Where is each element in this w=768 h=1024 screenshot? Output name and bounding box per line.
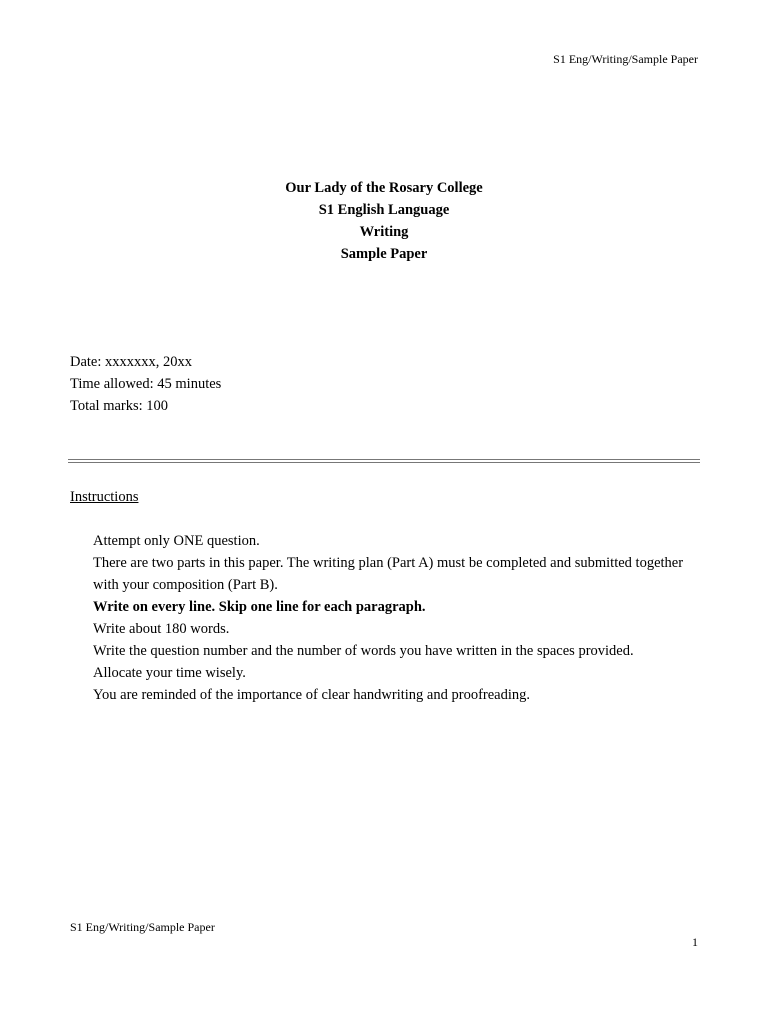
title-block <box>0 177 768 265</box>
instruction-item: There are two parts in this paper. The writing plan (Part A) must be completed and submitted together with your composition (Part B). <box>93 555 684 593</box>
time-allowed: Time allowed: 45 minutes <box>70 376 222 392</box>
double-divider <box>68 459 700 463</box>
exam-date: Date: xxxxxxx, 20xx <box>70 354 193 370</box>
school-name: Our Lady of the Rosary College <box>285 180 483 196</box>
instruction-item: You are reminded of the importance of clear handwriting and proofreading. <box>93 687 531 703</box>
instructions-heading: Instructions <box>70 489 139 505</box>
instructions-list <box>93 530 703 706</box>
exam-meta <box>70 351 221 417</box>
paper-type: Sample Paper <box>340 246 428 262</box>
instruction-item: Allocate your time wisely. <box>93 665 246 681</box>
instruction-item: Attempt only ONE question. <box>93 533 260 549</box>
header-paper-code: S1 Eng/Writing/Sample Paper <box>553 52 698 66</box>
total-marks: Total marks: 100 <box>70 398 169 414</box>
subject-title: S1 English Language <box>318 202 450 218</box>
footer-paper-code: S1 Eng/Writing/Sample Paper <box>70 920 215 934</box>
instruction-item: Write the question number and the number of words you have written in the spaces provided. <box>93 643 634 659</box>
paper-title: Writing <box>359 224 409 240</box>
instruction-item: Write about 180 words. <box>93 621 230 637</box>
instruction-item-emphasis: Write on every line. Skip one line for each paragraph. <box>93 599 426 615</box>
page-number: 1 <box>692 935 698 949</box>
